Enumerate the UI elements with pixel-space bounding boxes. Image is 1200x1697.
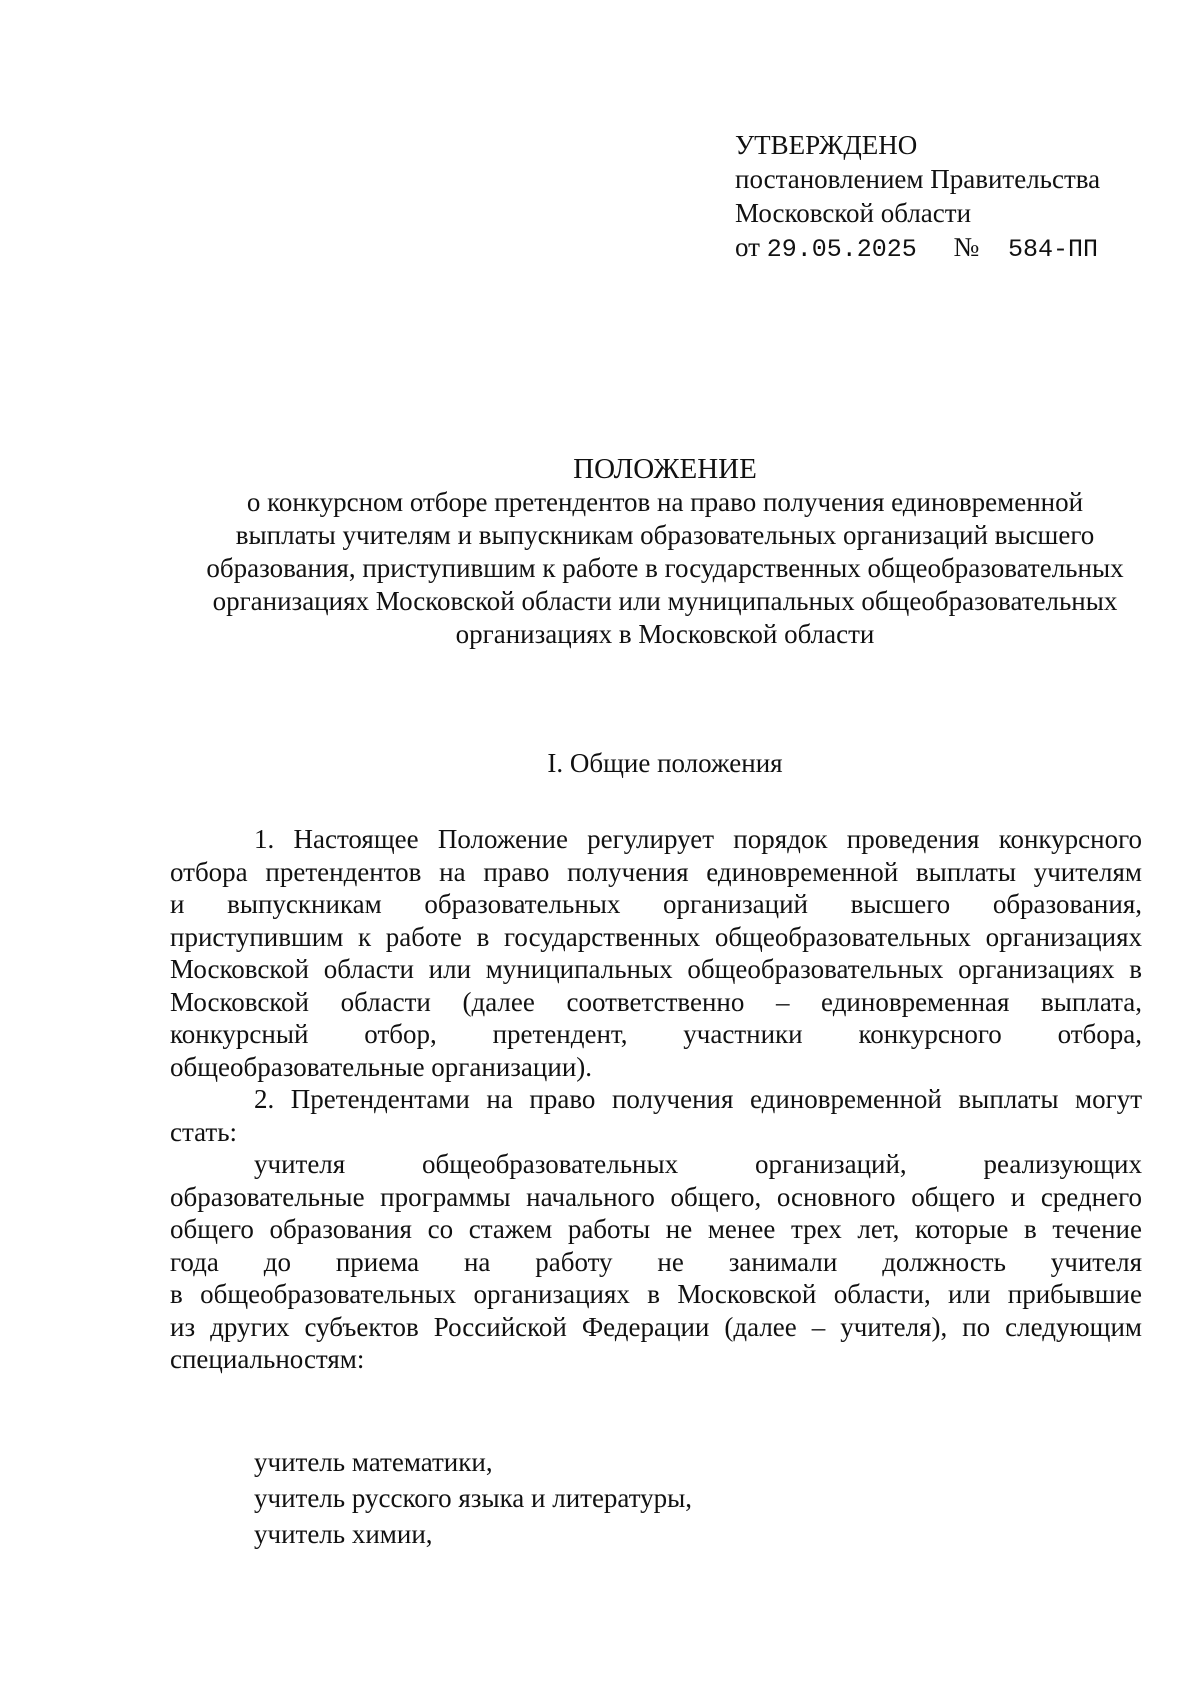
paragraph-line: и выпускникам образовательных организаций высшего образования, <box>170 889 1142 919</box>
number-sign: № <box>953 232 980 262</box>
resolution-date: 29.05.2025 <box>766 235 917 264</box>
document-title: ПОЛОЖЕНИЕ <box>573 453 757 485</box>
title-line: организациях в Московской области <box>455 619 875 649</box>
date-prefix: от <box>735 232 760 262</box>
paragraph-line: образовательные программы начального общего, основного общего и среднего <box>170 1181 1142 1212</box>
paragraph-line: общеобразовательные организации). <box>170 1051 593 1082</box>
title-line: о конкурсном отборе претендентов на право получения единовременной <box>246 487 1084 517</box>
region-label: Московской области <box>735 198 972 228</box>
list-item: учитель химии, <box>254 1519 433 1549</box>
paragraph-line: отбора претендентов на право получения единовременной выплаты учителям <box>170 856 1142 887</box>
document-title-block <box>165 453 1165 651</box>
paragraph-line: специальностям: <box>170 1344 365 1374</box>
approval-stamp <box>735 128 1155 267</box>
paragraph-line: общего образования со стажем работы не менее трех лет, которые в течение <box>170 1214 1142 1244</box>
paragraph-line: приступившим к работе в государственных общеобразовательных организациях <box>170 921 1142 952</box>
body-text <box>170 823 1142 1376</box>
paragraph-line: 1. Настоящее Положение регулирует порядок проведения конкурсного <box>254 824 1142 854</box>
paragraph-line: Московской области или муниципальных общеобразовательных организациях в <box>170 954 1142 984</box>
paragraph-line: Московской области (далее соответственно – единовременная выплата, <box>170 986 1142 1017</box>
resolution-number: 584-ПП <box>1008 235 1099 264</box>
resolution-label: постановлением Правительства <box>735 164 1101 194</box>
paragraph-line: 2. Претендентами на право получения единовременной выплаты могут <box>254 1084 1142 1114</box>
title-line: организациях Московской области или муниципальных общеобразовательных <box>212 586 1118 616</box>
approved-label: УТВЕРЖДЕНО <box>735 130 918 160</box>
paragraph-line: в общеобразовательных организациях в Московской области, или прибывшие <box>170 1279 1142 1309</box>
date-number-line <box>735 230 1155 267</box>
list-item: учитель математики, <box>254 1447 493 1477</box>
list-item: учитель русского языка и литературы, <box>254 1483 693 1513</box>
paragraph-line: стать: <box>170 1116 238 1147</box>
paragraph-line: года до приема на работу не занимали должность учителя <box>170 1246 1142 1277</box>
title-line: образования, приступившим к работе в государственных общеобразовательных <box>206 553 1124 583</box>
specialty-list <box>254 1444 692 1552</box>
section-heading: I. Общие положения <box>547 748 783 778</box>
paragraph-line: учителя общеобразовательных организаций, реализующих <box>254 1149 1142 1179</box>
paragraph-line: конкурсный отбор, претендент, участники конкурсного отбора, <box>170 1019 1142 1049</box>
paragraph-line: из других субъектов Российской Федерации (далее – учителя), по следующим <box>170 1311 1142 1342</box>
title-line: выплаты учителям и выпускникам образовательных организаций высшего <box>235 520 1095 550</box>
